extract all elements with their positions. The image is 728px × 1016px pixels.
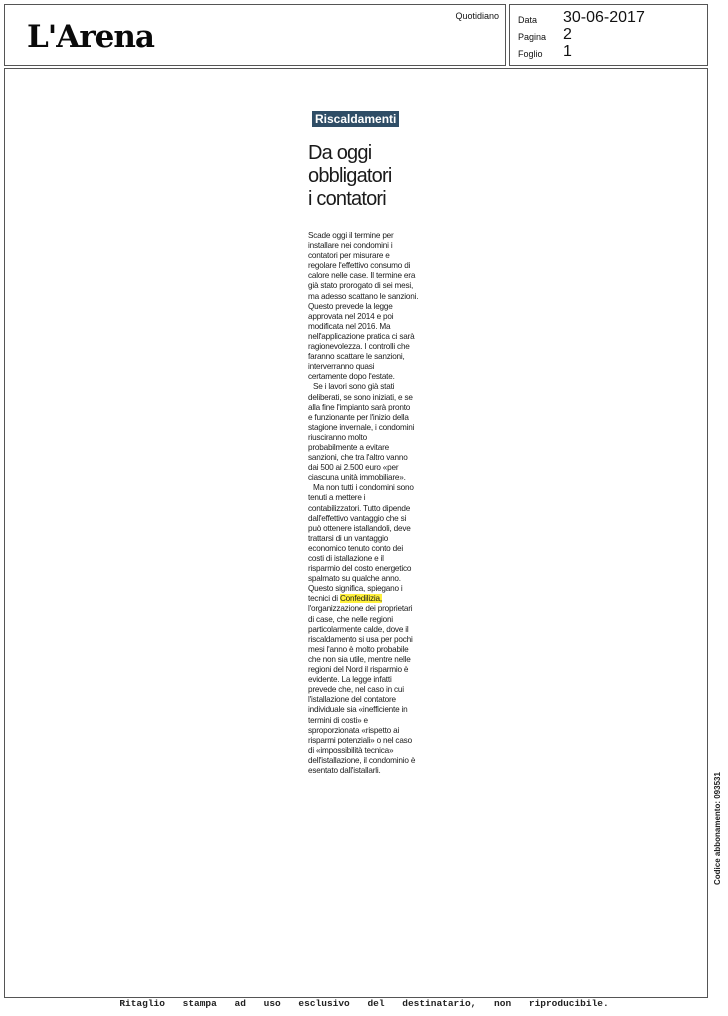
paragraph-text-continued: l'organizzazione dei proprietari di case, che nelle regioni particolarmente calde, dove il riscaldamento si usa per pochi mesi l'anno è molto probabile che non sia utile, mentre nelle regioni del Nord il risparmio è evidente. La legge infatti prevede che, nel caso in cui l'istallazione del contatore individuale sia «inefficiente in termini di costi» e sproporzionata «rispetto ai risparmi potenziali» o nel caso di «impossibilità tecnica» dell'istallazione, il condominio è esentato dall'istallarli. <box>308 604 416 775</box>
sheet-row <box>518 43 708 59</box>
page-value: 2 <box>563 26 572 43</box>
highlighted-term: Confedilizia, <box>339 594 382 604</box>
date-row <box>518 9 708 25</box>
footer-note: Ritaglio stampa ad uso esclusivo del destinatario, non riproducibile. <box>119 998 609 1009</box>
subscription-code: Codice abbonamento: 093531 <box>713 772 722 885</box>
masthead-box <box>4 4 506 66</box>
sheet-value: 1 <box>563 43 572 60</box>
page-row <box>518 26 708 42</box>
page-label: Pagina <box>518 32 547 42</box>
metadata-box <box>509 4 708 66</box>
publication-type: Quotidiano <box>455 11 499 21</box>
sheet-label: Foglio <box>518 49 543 59</box>
article <box>306 110 451 776</box>
article-paragraph: Se i lavori sono già stati deliberati, se sono iniziati, e se alla fine l'impianto sarà pronto e funzionante per l'inizio della stagione invernale, i condomini riusciranno molto probabilmente a evitare sanzioni, che tra l'altro vanno dai 500 ai 2.500 euro «per ciascuna unità immobiliare». <box>308 382 415 483</box>
date-label: Data <box>518 15 538 25</box>
date-value: 30-06-2017 <box>563 9 645 26</box>
article-paragraph: Scade oggi il termine per installare nei condomini i contatori per misurare e regolare l'effettivo consumo di calore nelle case. Il termine era già stato prorogato di sei mesi, ma adesso scattano le sanzioni. Questo prevede la legge approvata nel 2014 e poi modificata nel 2016. Ma nell'applicazione pratica ci sarà ragionevolezza. I controlli che faranno scattare le sanzioni, interverranno quasi certamente dopo l'estate. <box>308 231 419 382</box>
article-kicker: Riscaldamenti <box>312 111 399 127</box>
newspaper-logo: L'Arena <box>27 19 155 55</box>
paragraph-text: Ma non tutti i condomini sono tenuti a mettere i contabilizzatori. Tutto dipende dall'effettivo vantaggio che si può ottenere istallandoli, deve trattarsi di un vantaggio economico tenuto conto dei costi di istallazione e il risparmio del costo energetico spalmato su qualche anno. Questo significa, spiegano i tecnici di <box>308 483 414 604</box>
article-headline: Da oggi obbligatori i contatori <box>308 142 392 210</box>
article-paragraph <box>308 483 438 776</box>
article-body <box>308 231 438 776</box>
